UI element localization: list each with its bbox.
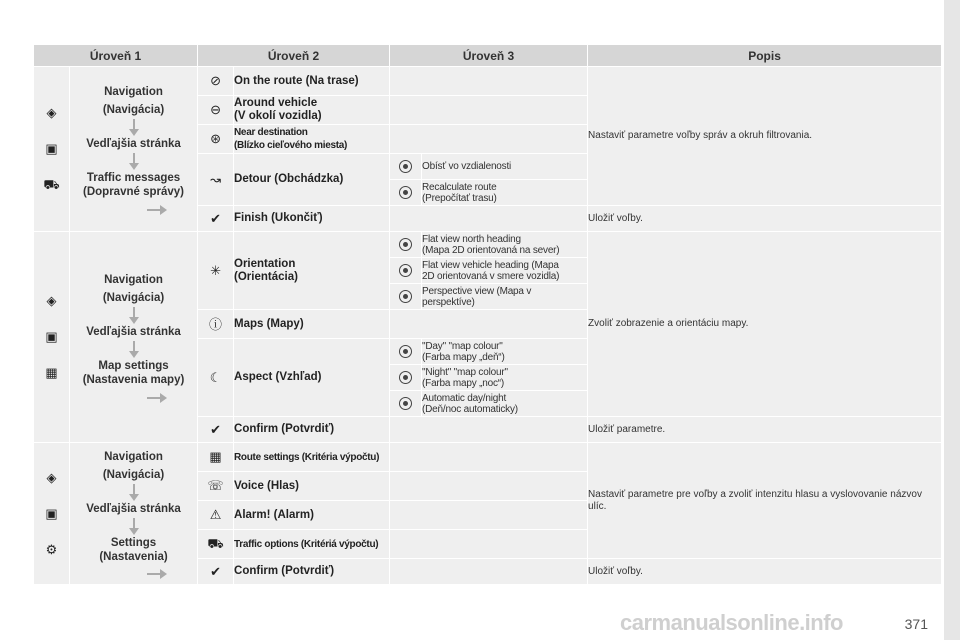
- level3-empty: [390, 559, 588, 585]
- check-icon: ✔: [210, 210, 221, 226]
- level2-label: Route settings (Kritéria výpočtu): [234, 443, 390, 472]
- option-radio-icon: [399, 345, 412, 358]
- level3-empty: [390, 443, 588, 472]
- arrow-down-icon: [129, 129, 139, 136]
- table-row: [34, 232, 942, 258]
- level2-label: Alarm! (Alarm): [234, 501, 390, 530]
- level3-radio-cell: [390, 232, 422, 258]
- check-icon: ✔: [210, 563, 221, 579]
- level1-item: Vedľajšia stránka: [86, 138, 181, 150]
- level2-label: Detour (Obchádzka): [234, 154, 390, 206]
- option-radio-icon: [399, 397, 412, 410]
- level1-path: [70, 443, 198, 585]
- aspect-icon: ☾: [209, 369, 222, 385]
- level3-option: Recalculate route (Prepočítať trasu): [422, 180, 588, 206]
- header-level3: Úroveň 3: [390, 45, 588, 67]
- level3-radio-cell: [390, 154, 422, 180]
- level2-icon-cell: [198, 417, 234, 443]
- nav-button-icon: ◈: [46, 104, 57, 120]
- level3-option: Flat view north heading (Mapa 2D orientovaná na sever): [422, 232, 588, 258]
- level3-empty: [390, 501, 588, 530]
- level2-icon-cell: [198, 206, 234, 232]
- level1-icons: [34, 67, 70, 232]
- option-radio-icon: [399, 264, 412, 277]
- option-radio-icon: [399, 160, 412, 173]
- level1-item: Navigation: [104, 86, 163, 98]
- level2-icon-cell: [198, 154, 234, 206]
- level2-icon-cell: [198, 67, 234, 96]
- level2-icon-cell: [198, 559, 234, 585]
- description-confirm: Uložiť voľby.: [588, 206, 942, 232]
- on-route-icon: ⊘: [210, 73, 221, 88]
- level2-label: On the route (Na trase): [234, 67, 390, 96]
- level1-item: Vedľajšia stránka: [86, 502, 181, 515]
- option-radio-icon: [399, 186, 412, 199]
- detour-icon: ↝: [210, 171, 221, 187]
- arrow-down-icon: [129, 528, 139, 535]
- arrow-down-icon: [129, 494, 139, 501]
- table-row: [34, 67, 942, 96]
- level2-label: Voice (Hlas): [234, 472, 390, 501]
- level3-empty: [390, 96, 588, 125]
- level2-icon-cell: [198, 310, 234, 339]
- nav-button-icon: ◈: [46, 469, 57, 485]
- page-edge-tab: [944, 0, 960, 640]
- arrow-down-icon: [129, 163, 139, 170]
- header-row: [34, 45, 942, 67]
- around-vehicle-icon: ⊖: [210, 102, 221, 117]
- option-radio-icon: [399, 371, 412, 384]
- alarm-icon: ⚠: [209, 507, 222, 522]
- level3-radio-cell: [390, 258, 422, 284]
- level2-label: Aspect (Vzhľad): [234, 339, 390, 417]
- orientation-icon: ✳: [210, 262, 221, 278]
- settings-icon: ⚙: [45, 541, 58, 557]
- header-level2: Úroveň 2: [198, 45, 390, 67]
- level3-empty: [390, 417, 588, 443]
- route-settings-icon: ▦: [209, 449, 222, 464]
- level3-option: "Night" "map colour" (Farba mapy „noc“): [422, 365, 588, 391]
- level2-label: Finish (Ukončiť): [234, 206, 390, 232]
- page-number: 371: [904, 616, 928, 632]
- level2-label: Orientation (Orientácia): [234, 232, 390, 310]
- traffic-icon: ⛟: [43, 176, 60, 192]
- header-popis: Popis: [588, 45, 942, 67]
- description-confirm: Uložiť parametre.: [588, 417, 942, 443]
- arrow-down-icon: [129, 351, 139, 358]
- level2-label: Traffic options (Kritériá výpočtu): [234, 530, 390, 559]
- level3-empty: [390, 472, 588, 501]
- grid-icon: ▦: [45, 365, 58, 380]
- level3-option: Flat view vehicle heading (Mapa 2D orientovaná v smere vozidla): [422, 258, 588, 284]
- level3-option: "Day" "map colour" (Farba mapy „deň“): [422, 339, 588, 365]
- phone-button-icon: ▣: [45, 329, 58, 344]
- level2-icon-cell: [198, 501, 234, 530]
- level2-icon-cell: [198, 339, 234, 417]
- level2-icon-cell: [198, 125, 234, 154]
- level3-empty: [390, 310, 588, 339]
- description-main: Zvoliť zobrazenie a orientáciu mapy.: [588, 232, 942, 417]
- level1-item: Navigation: [104, 274, 163, 286]
- level1-item: (Navigácia): [102, 292, 165, 304]
- header-level1: Úroveň 1: [34, 45, 198, 67]
- level1-icons: [34, 443, 70, 585]
- option-radio-icon: [399, 290, 412, 303]
- watermark: carmanualsonline.info: [620, 610, 843, 635]
- level1-item: (Nastavenia mapy): [82, 374, 185, 386]
- level1-item: (Navigácia): [102, 468, 165, 481]
- level2-label: Maps (Mapy): [234, 310, 390, 339]
- level3-option: Automatic day/night (Deň/noc automaticky): [422, 391, 588, 417]
- level2-label: Confirm (Potvrdiť): [234, 417, 390, 443]
- level3-empty: [390, 67, 588, 96]
- level1-item: Vedľajšia stránka: [86, 326, 181, 338]
- level1-item: Settings: [110, 536, 157, 549]
- description-main: Nastaviť parametre voľby správ a okruh filtrovania.: [588, 67, 942, 206]
- maps-icon: ⓘ: [209, 317, 223, 332]
- level2-icon-cell: [198, 443, 234, 472]
- level3-option: Obísť vo vzdialenosti: [422, 154, 588, 180]
- level1-path: [70, 67, 198, 232]
- arrow-down-icon: [129, 317, 139, 324]
- check-icon: ✔: [210, 421, 221, 437]
- nav-button-icon: ◈: [46, 293, 57, 308]
- menu-table: [33, 44, 942, 585]
- arrow-right-icon: [147, 573, 161, 575]
- level1-item: Map settings: [98, 360, 169, 372]
- description-main: Nastaviť parametre pre voľby a zvoliť intenzitu hlasu a vyslovovanie názvov ulíc.: [588, 443, 942, 559]
- level3-radio-cell: [390, 365, 422, 391]
- phone-button-icon: ▣: [45, 140, 58, 156]
- level3-radio-cell: [390, 180, 422, 206]
- level2-icon-cell: [198, 472, 234, 501]
- description-confirm: Uložiť voľby.: [588, 559, 942, 585]
- level3-option: Perspective view (Mapa v perspektíve): [422, 284, 588, 310]
- level2-label: Near destination (Blízko cieľového miesta): [234, 125, 390, 154]
- level1-icons: [34, 232, 70, 443]
- phone-button-icon: ▣: [45, 505, 58, 521]
- level3-radio-cell: [390, 339, 422, 365]
- level3-empty: [390, 206, 588, 232]
- level1-item: (Nastavenia): [99, 550, 168, 563]
- level2-icon-cell: [198, 530, 234, 559]
- level2-icon-cell: [198, 96, 234, 125]
- level3-radio-cell: [390, 391, 422, 417]
- level1-path: [70, 232, 198, 443]
- arrow-right-icon: [147, 209, 161, 211]
- near-destination-icon: ⊛: [210, 131, 221, 146]
- level3-radio-cell: [390, 284, 422, 310]
- level2-label: Confirm (Potvrdiť): [234, 559, 390, 585]
- level1-item: Traffic messages: [86, 172, 181, 184]
- level1-item: (Navigácia): [102, 104, 165, 116]
- level3-empty: [390, 125, 588, 154]
- option-radio-icon: [399, 238, 412, 251]
- table-row: [34, 443, 942, 472]
- level2-label: Around vehicle (V okolí vozidla): [234, 96, 390, 125]
- traffic-options-icon: ⛟: [207, 535, 224, 551]
- level1-item: Navigation: [104, 450, 163, 463]
- level2-icon-cell: [198, 232, 234, 310]
- level3-empty: [390, 530, 588, 559]
- voice-icon: ☏: [207, 478, 224, 493]
- arrow-right-icon: [147, 397, 161, 399]
- level1-item: (Dopravné správy): [83, 186, 184, 198]
